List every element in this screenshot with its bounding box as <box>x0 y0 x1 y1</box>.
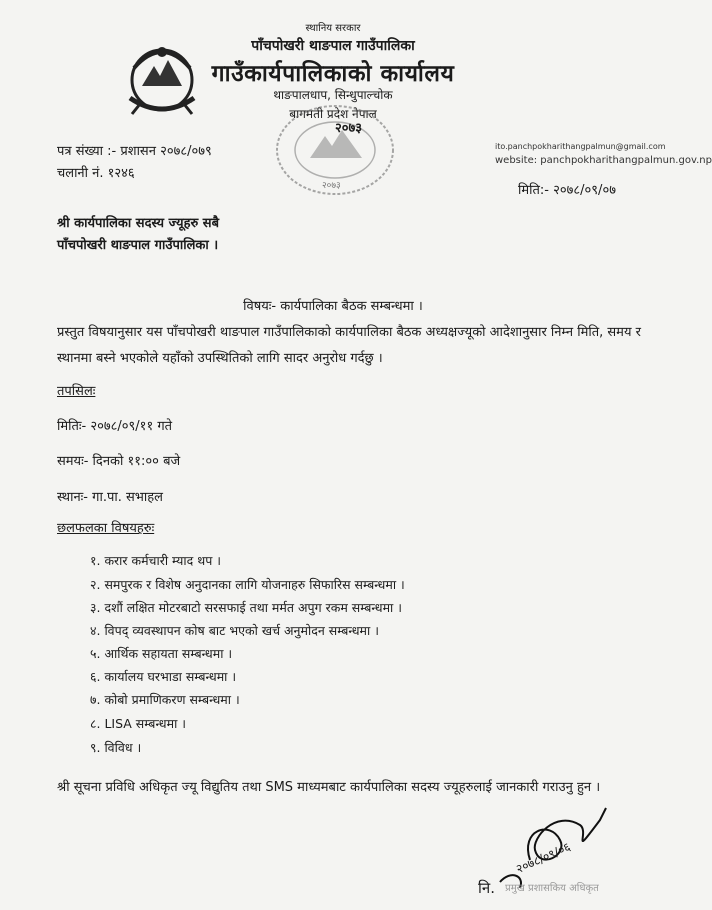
letter-date: मिति:- २०७८/०९/०७ <box>518 183 616 198</box>
meeting-time: समयः- दिनको ११:०० बजे <box>57 454 181 469</box>
footer-instruction: श्री सूचना प्रविधि अधिकृत ज्यू विद्युतिय तथा SMS माध्यमबाट कार्यपालिका सदस्य ज्यूहरुलाई जानकारी गराउनु हुन । <box>57 780 601 795</box>
schedule-heading: तपसिलः <box>57 384 96 399</box>
dispatch-number: चलानी नं. १२४६ <box>57 166 135 181</box>
agenda-item: ९. विविध । <box>90 740 142 755</box>
addressee-line-1: श्री कार्यपालिका सदस्य ज्यूहरु सबै <box>57 216 220 231</box>
subject-line: विषयः- कार्यपालिका बैठक सम्बन्धमा । <box>243 299 423 314</box>
signatory-title: प्रमुख प्रशासकिय अधिकृत <box>505 883 599 894</box>
agenda-item: ३. दशौं लक्षित मोटरबाटो सरसफाई तथा मर्मत अपुग रकम सम्बन्धमा । <box>90 600 402 615</box>
gov-label: स्थानिय सरकार <box>305 23 361 34</box>
stamp-year-small: २०७३ <box>322 181 341 191</box>
meeting-venue: स्थानः- गा.पा. सभाहल <box>57 490 163 505</box>
agenda-item: ४. विपद् व्यवस्थापन कोष बाट भएको खर्च अनुमोदन सम्बन्धमा । <box>90 623 379 638</box>
agenda-item: ५. आर्थिक सहायता सम्बन्धमा । <box>90 646 233 661</box>
signature-prefix: नि. <box>478 879 495 897</box>
contact-website: website: panchpokharithangpalmun.gov.np <box>495 155 712 166</box>
municipality-name: पाँचपोखरी थाङपाल गाउँपालिका <box>251 38 415 54</box>
letter-number: पत्र संख्या :- प्रशासन २०७८/०७९ <box>57 144 212 159</box>
province-name: बागमती प्रदेश नेपाल <box>289 107 377 121</box>
agenda-item: ७. कोबो प्रमाणिकरण सम्बन्धमा । <box>90 692 240 707</box>
meeting-date: मितिः- २०७८/०९/११ गते <box>57 419 173 434</box>
stamp-year: २०७३ <box>335 121 363 136</box>
contact-email: ito.panchpokharithangpalmun@gmail.com <box>495 142 666 151</box>
signature-date: २०७८/०९/०६ <box>513 839 573 877</box>
agenda-heading: छलफलका विषयहरुः <box>57 521 155 536</box>
body-paragraph: प्रस्तुत विषयानुसार यस पाँचपोखरी थाङपाल गाउँपालिकाको कार्यपालिका बैठक अध्यक्षज्यूको आदेशानुसार निम्न मिति, समय र स्थानमा बस्ने भएकोले यहाँको उपस्थितिको लागि सादर अनुरोध गर्दछु । <box>57 325 641 366</box>
agenda-item: ६. कार्यालय घरभाडा सम्बन्धमा । <box>90 669 237 684</box>
agenda-item: १. करार कर्मचारी म्याद थप । <box>90 553 222 568</box>
office-title: गाउँकार्यपालिकाको कार्यालय <box>211 61 455 87</box>
agenda-item: ८. LISA सम्बन्धमा । <box>90 716 187 731</box>
addressee-line-2: पाँचपोखरी थाङपाल गाउँपालिका । <box>57 238 219 253</box>
agenda-item: २. समपुरक र विशेष अनुदानका लागि योजनाहरु सिफारिस सम्बन्धमा । <box>90 577 405 592</box>
office-address: थाङपालधाप, सिन्धुपाल्चोक <box>273 88 393 102</box>
